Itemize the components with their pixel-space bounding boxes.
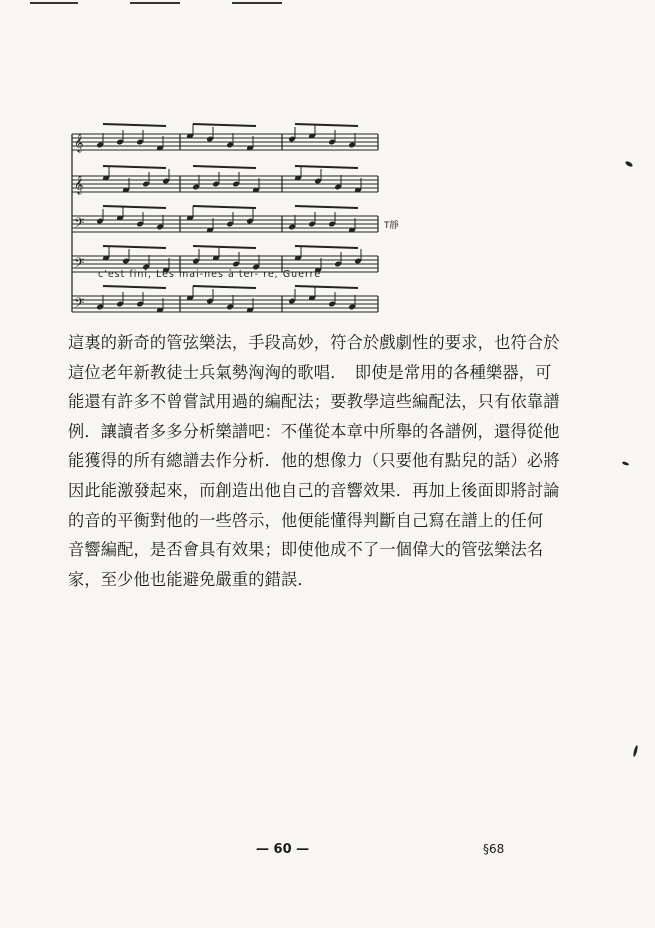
clef-icon: 𝄞 (74, 133, 84, 152)
page-number: — 60 — (256, 842, 310, 857)
note-beam (193, 206, 256, 208)
note-beam (103, 286, 166, 288)
note-beam (103, 206, 166, 208)
text-line: 能獲得的所有總譜去作分析．他的想像力（只要他有點兒的話）必將 (68, 451, 560, 471)
note-beam (193, 246, 256, 248)
section-mark: §68 (483, 842, 505, 856)
top-rule-2 (130, 2, 180, 4)
note-beam (295, 166, 358, 168)
text-line: 這裏的新奇的管弦樂法，手段高妙，符合於戲劇性的要求，也符合於 (68, 333, 560, 352)
note-beam (193, 286, 256, 288)
top-rule-1 (30, 2, 78, 4)
clef-icon: 𝄢 (74, 215, 85, 234)
text-line: 能還有許多不曾嘗試用過的編配法；要教學這些編配法，只有依靠譜 (68, 392, 560, 412)
scan-speck (622, 461, 630, 466)
scan-speck (632, 745, 638, 757)
clef-icon: 𝄢 (74, 255, 85, 274)
text-line: 音響編配，是否會具有效果；即使他成不了一個偉大的管弦樂法名 (68, 540, 544, 560)
scan-speck (625, 160, 634, 167)
top-rule-3 (232, 2, 282, 4)
note-beam (103, 166, 166, 168)
text-line: 因此能激發起來，而創造出他自己的音響效果．再加上後面即將討論 (68, 480, 560, 500)
text-line: 這位老年新教徒士兵氣勢洶洶的歌唱． 即使是常用的各種樂器，可 (68, 362, 552, 382)
note-beam (295, 246, 358, 248)
note-beam (295, 206, 358, 208)
clef-icon: 𝄢 (74, 295, 85, 314)
score-tacet-label: T靜 (384, 221, 399, 231)
note-beam (103, 124, 166, 126)
note-beam (193, 166, 256, 168)
text-line: 的音的平衡對他的一些啓示，他便能懂得判斷自己寫在譜上的任何 (68, 510, 544, 530)
note-beam (295, 124, 358, 126)
body-paragraph (68, 328, 560, 594)
clef-icon: 𝄞 (74, 175, 84, 194)
note-beam (103, 246, 166, 248)
text-line: 例．讓讀者多多分析樂譜吧：不僅從本章中所舉的各譜例，還得從他 (68, 421, 560, 441)
note-beam (193, 124, 256, 126)
music-score (60, 118, 380, 318)
text-line: 家，至少他也能避免嚴重的錯誤． (68, 569, 314, 589)
note-beam (295, 286, 358, 288)
score-lyrics: c'est fini, Les mai-nes à ter- re, Guerre (98, 269, 322, 280)
